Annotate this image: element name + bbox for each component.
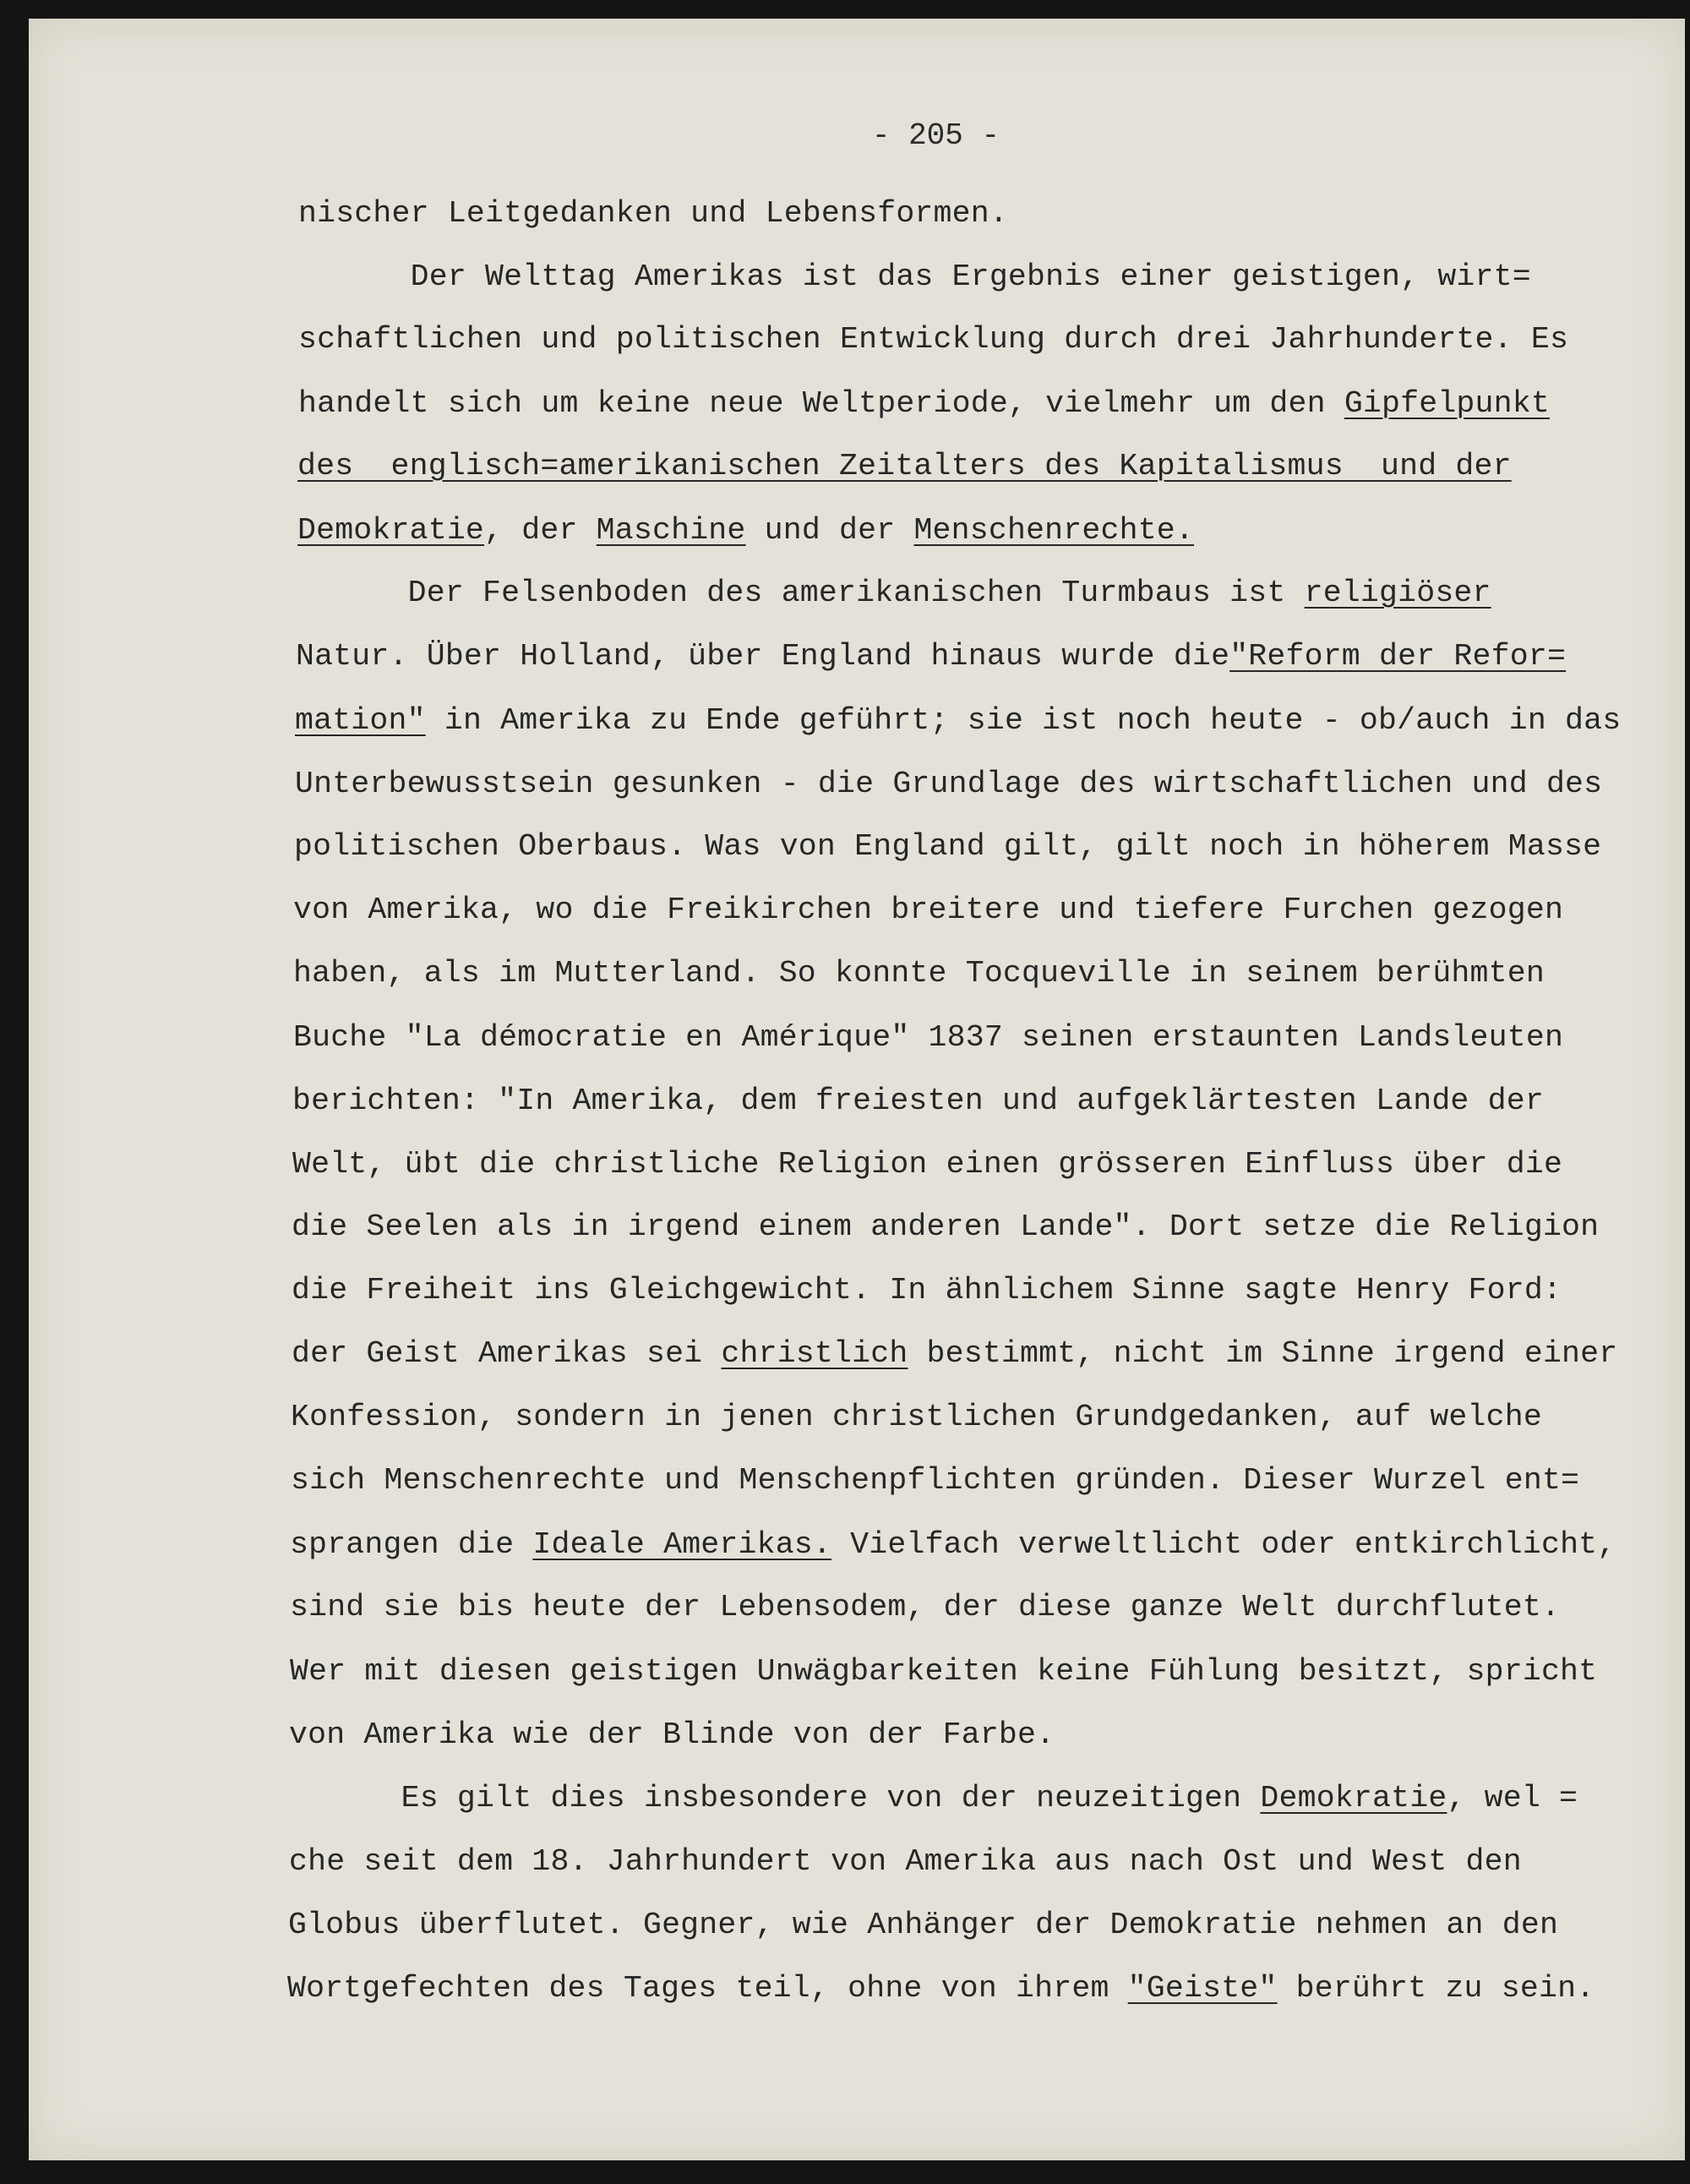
text-line bbox=[288, 1907, 1558, 1944]
text-line bbox=[289, 1843, 1522, 1881]
text-line bbox=[292, 1083, 1544, 1120]
underlined-phrase: Gipfelpunkt bbox=[1344, 386, 1550, 421]
text-line bbox=[292, 1272, 1562, 1309]
text-line bbox=[290, 1589, 1560, 1626]
text-segment: Wortgefechten des Tages teil, ohne von ihrem bbox=[287, 1971, 1128, 2006]
text-segment: Der Felsenboden des amerikanischen Turmbaus ist bbox=[296, 576, 1305, 610]
text-segment: bestimmt, nicht im Sinne irgend einer bbox=[908, 1336, 1618, 1371]
text-segment: der Geist Amerikas sei bbox=[292, 1336, 722, 1371]
text-segment: von Amerika wie der Blinde von der Farbe. bbox=[289, 1717, 1055, 1752]
text-segment: die Seelen als in irgend einem anderen Lande". Dort setze die Religion bbox=[292, 1209, 1600, 1244]
text-segment: sich Menschenrechte und Menschenpflichten gründen. Dieser Wurzel ent= bbox=[291, 1463, 1580, 1498]
text-line bbox=[297, 512, 1194, 549]
text-line bbox=[296, 575, 1491, 612]
text-line bbox=[295, 766, 1602, 803]
text-line bbox=[290, 1526, 1616, 1564]
text-line bbox=[298, 259, 1531, 296]
underlined-phrase: mation" bbox=[295, 703, 426, 738]
text-line bbox=[291, 1399, 1542, 1436]
text-line bbox=[290, 1653, 1597, 1690]
underlined-phrase: Maschine bbox=[596, 513, 746, 548]
text-line bbox=[289, 1780, 1578, 1817]
text-segment: berührt zu sein. bbox=[1277, 1971, 1595, 2006]
text-segment: Der Welttag Amerikas ist das Ergebnis einer geistigen, wirt= bbox=[298, 259, 1531, 294]
text-segment: Globus überflutet. Gegner, wie Anhänger der Demokratie nehmen an den bbox=[288, 1908, 1559, 1942]
text-line bbox=[293, 1019, 1563, 1057]
text-segment: in Amerika zu Ende geführt; sie ist noch heute - ob/auch in das bbox=[425, 703, 1622, 738]
text-segment: Konfession, sondern in jenen christlichen Grundgedanken, auf welche bbox=[291, 1400, 1542, 1434]
text-line bbox=[294, 828, 1601, 865]
underlined-phrase: Demokratie bbox=[1260, 1781, 1447, 1815]
text-line bbox=[298, 321, 1568, 358]
text-segment: politischen Oberbaus. Was von England gilt, gilt noch in höherem Masse bbox=[294, 829, 1602, 864]
text-line bbox=[292, 1146, 1562, 1183]
text-segment: Welt, übt die christliche Religion einen grösseren Einfluss über die bbox=[292, 1147, 1563, 1182]
text-segment: Buche "La démocratie en Amérique" 1837 seinen erstaunten Landsleuten bbox=[293, 1020, 1564, 1055]
text-line bbox=[292, 1209, 1599, 1246]
text-segment: , wel = bbox=[1447, 1781, 1578, 1815]
text-segment: handelt sich um keine neue Weltperiode, vielmehr um den bbox=[298, 386, 1344, 421]
text-segment: sind sie bis heute der Lebensodem, der diese ganze Welt durchflutet. bbox=[290, 1590, 1561, 1624]
text-segment: , der bbox=[484, 513, 597, 548]
page-number: - 205 - bbox=[871, 118, 1000, 153]
text-segment: nischer Leitgedanken und Lebensformen. bbox=[298, 196, 1008, 231]
text-segment: che seit dem 18. Jahrhundert von Amerika aus nach Ost und West den bbox=[289, 1844, 1522, 1879]
text-line bbox=[296, 638, 1566, 675]
underlined-phrase: des englisch=amerikanischen Zeitalters des Kapitalismus und der bbox=[297, 449, 1512, 483]
underlined-phrase: Menschenrechte. bbox=[913, 513, 1195, 548]
text-line bbox=[298, 385, 1550, 423]
text-segment: und der bbox=[745, 513, 914, 548]
text-segment: die Freiheit ins Gleichgewicht. In ähnlichem Sinne sagte Henry Ford: bbox=[292, 1273, 1562, 1308]
text-segment: Unterbewusstsein gesunken - die Grundlage des wirtschaftlichen und des bbox=[295, 767, 1603, 801]
text-segment: sprangen die bbox=[290, 1527, 533, 1562]
text-segment: Natur. Über Holland, über England hinaus wurde die bbox=[296, 639, 1230, 674]
underlined-phrase: "Reform der Refor= bbox=[1229, 639, 1567, 674]
text-segment: Es gilt dies insbesondere von der neuzeitigen bbox=[289, 1781, 1261, 1815]
text-line bbox=[292, 1335, 1617, 1373]
text-line bbox=[298, 195, 1008, 232]
text-line bbox=[291, 1462, 1579, 1499]
text-line bbox=[293, 955, 1545, 992]
underlined-phrase: religiöser bbox=[1304, 576, 1491, 610]
text-line bbox=[295, 702, 1621, 740]
underlined-phrase: christlich bbox=[721, 1336, 908, 1371]
text-segment: Vielfach verweltlicht oder entkirchlicht, bbox=[831, 1527, 1616, 1562]
text-segment: von Amerika, wo die Freikirchen breitere und tiefere Furchen gezogen bbox=[293, 893, 1564, 927]
underlined-phrase: "Geiste" bbox=[1127, 1971, 1278, 2006]
text-segment: schaftlichen und politischen Entwicklung durch drei Jahrhunderte. Es bbox=[298, 322, 1569, 357]
underlined-phrase: Demokratie bbox=[297, 513, 485, 548]
text-segment: haben, als im Mutterland. So konnte Tocqueville in seinem berühmten bbox=[293, 956, 1545, 991]
text-segment: Wer mit diesen geistigen Unwägbarkeiten keine Fühlung besitzt, spricht bbox=[290, 1654, 1598, 1689]
underlined-phrase: Ideale Amerikas. bbox=[532, 1527, 832, 1562]
text-line bbox=[287, 1970, 1595, 2007]
text-segment: berichten: "In Amerika, dem freiesten und aufgeklärtesten Lande der bbox=[292, 1084, 1544, 1118]
text-line bbox=[297, 448, 1512, 485]
text-line bbox=[293, 892, 1563, 929]
text-line bbox=[289, 1717, 1055, 1754]
